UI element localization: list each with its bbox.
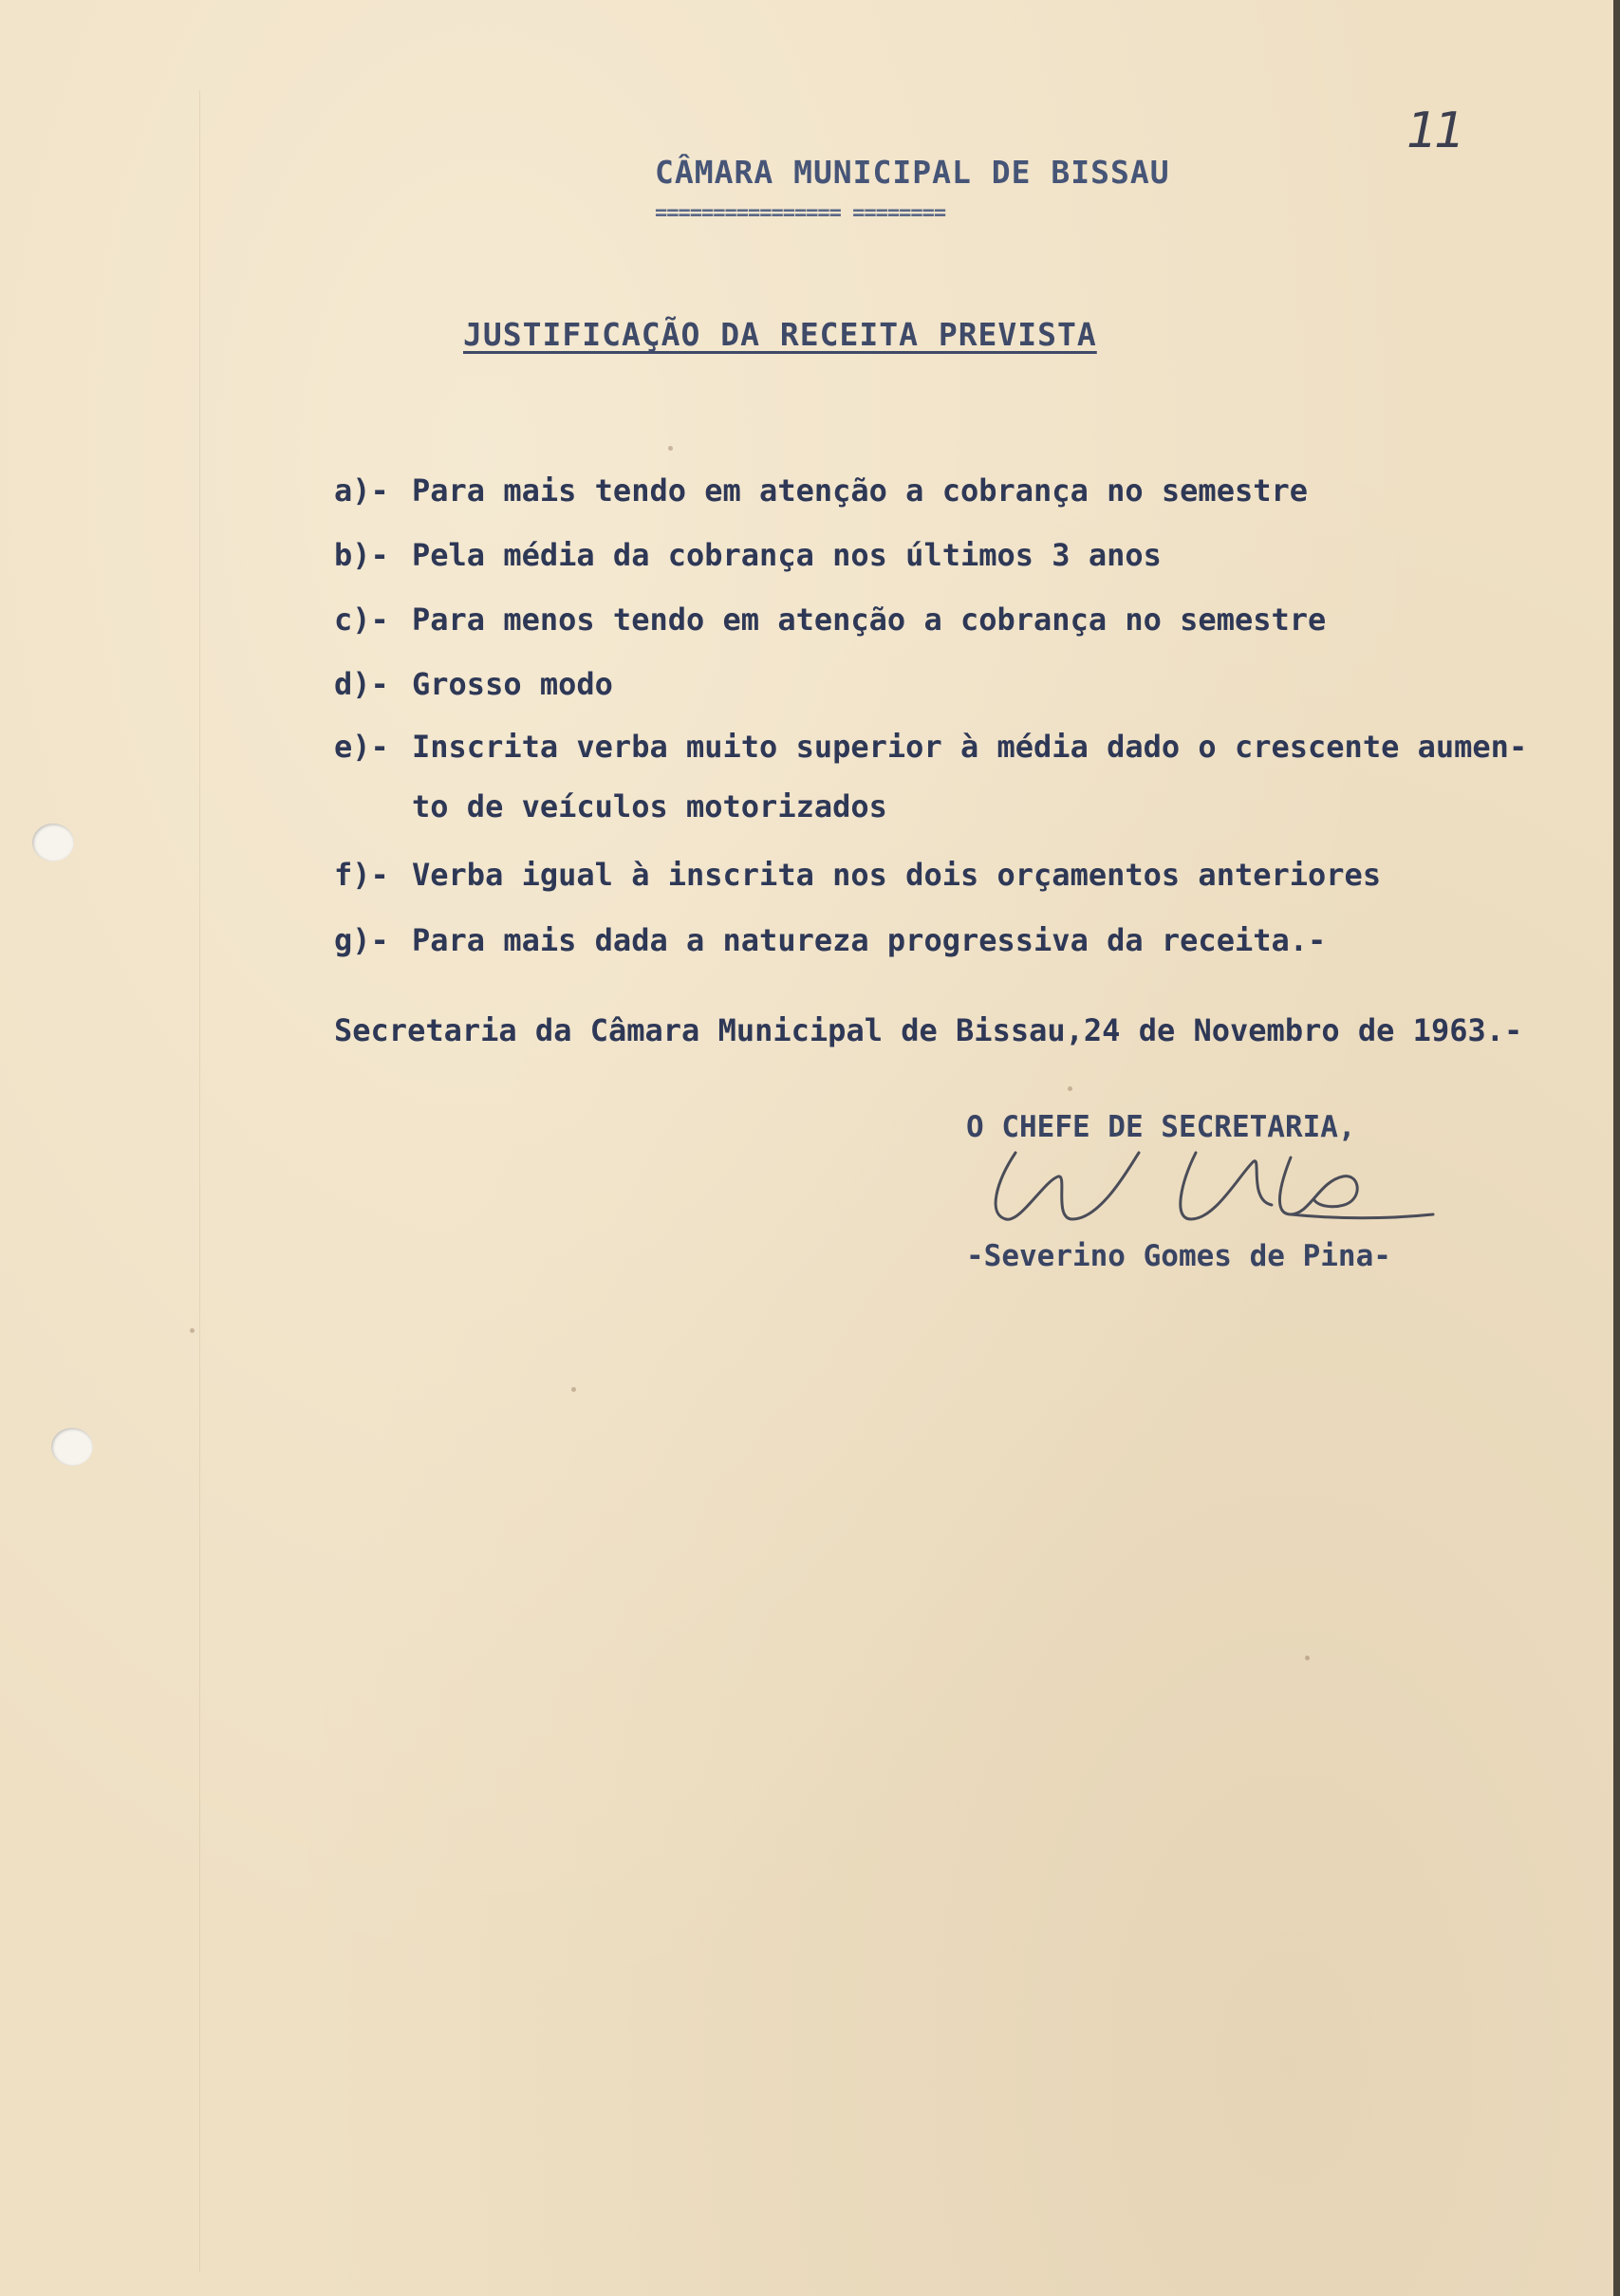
list-item-marker: b)- <box>334 537 389 573</box>
page-number: 11 <box>1406 102 1462 159</box>
closing-line: Secretaria da Câmara Municipal de Bissau,24 de Novembro de 1963.- <box>334 1012 1523 1048</box>
paper-speck <box>190 1328 195 1333</box>
list-item <box>334 666 613 702</box>
list-item <box>334 922 1326 958</box>
list-item <box>334 537 1162 573</box>
paper-speck <box>668 446 673 451</box>
paper-speck <box>571 1387 576 1392</box>
list-item-marker: e)- <box>334 729 389 765</box>
paper-crease <box>199 90 200 2272</box>
document-title: JUSTIFICAÇÃO DA RECEITA PREVISTA <box>463 316 1097 353</box>
list-item-text: Verba igual à inscrita nos dois orçamentos anteriores <box>412 857 1382 893</box>
scan-edge <box>1613 0 1620 2296</box>
list-item <box>334 472 1308 509</box>
letterhead: CÂMARA MUNICIPAL DE BISSAU <box>655 154 1170 191</box>
list-item <box>334 857 1381 893</box>
list-item <box>334 602 1326 638</box>
list-item-text: Para mais tendo em atenção a cobrança no semestre <box>412 472 1309 509</box>
list-item-text: Inscrita verba muito superior à média dado o crescente aumen- <box>412 729 1528 765</box>
paper-speck <box>1305 1656 1310 1660</box>
list-item-marker: d)- <box>334 666 389 702</box>
list-item-text: Grosso modo <box>412 666 613 702</box>
handwritten-signature <box>978 1124 1471 1238</box>
list-item-marker: f)- <box>334 857 389 893</box>
list-item-text: Para menos tendo em atenção a cobrança no semestre <box>412 602 1327 638</box>
list-item-continuation: to de veículos motorizados <box>412 788 887 824</box>
list-item <box>334 729 1527 824</box>
letterhead-rule: ================ ======== <box>655 201 946 225</box>
list-item-text: Para mais dada a natureza progressiva da receita.- <box>412 922 1327 958</box>
punch-hole <box>32 824 74 861</box>
signatory-name: -Severino Gomes de Pina- <box>966 1239 1391 1273</box>
list-item-marker: g)- <box>334 922 389 958</box>
signatory-title: O CHEFE DE SECRETARIA, <box>966 1110 1356 1144</box>
list-item-text: Pela média da cobrança nos últimos 3 anos <box>412 537 1162 573</box>
list-item-marker: a)- <box>334 472 389 509</box>
punch-hole <box>51 1428 93 1466</box>
list-item-marker: c)- <box>334 602 389 638</box>
paper-speck <box>1068 1086 1072 1091</box>
